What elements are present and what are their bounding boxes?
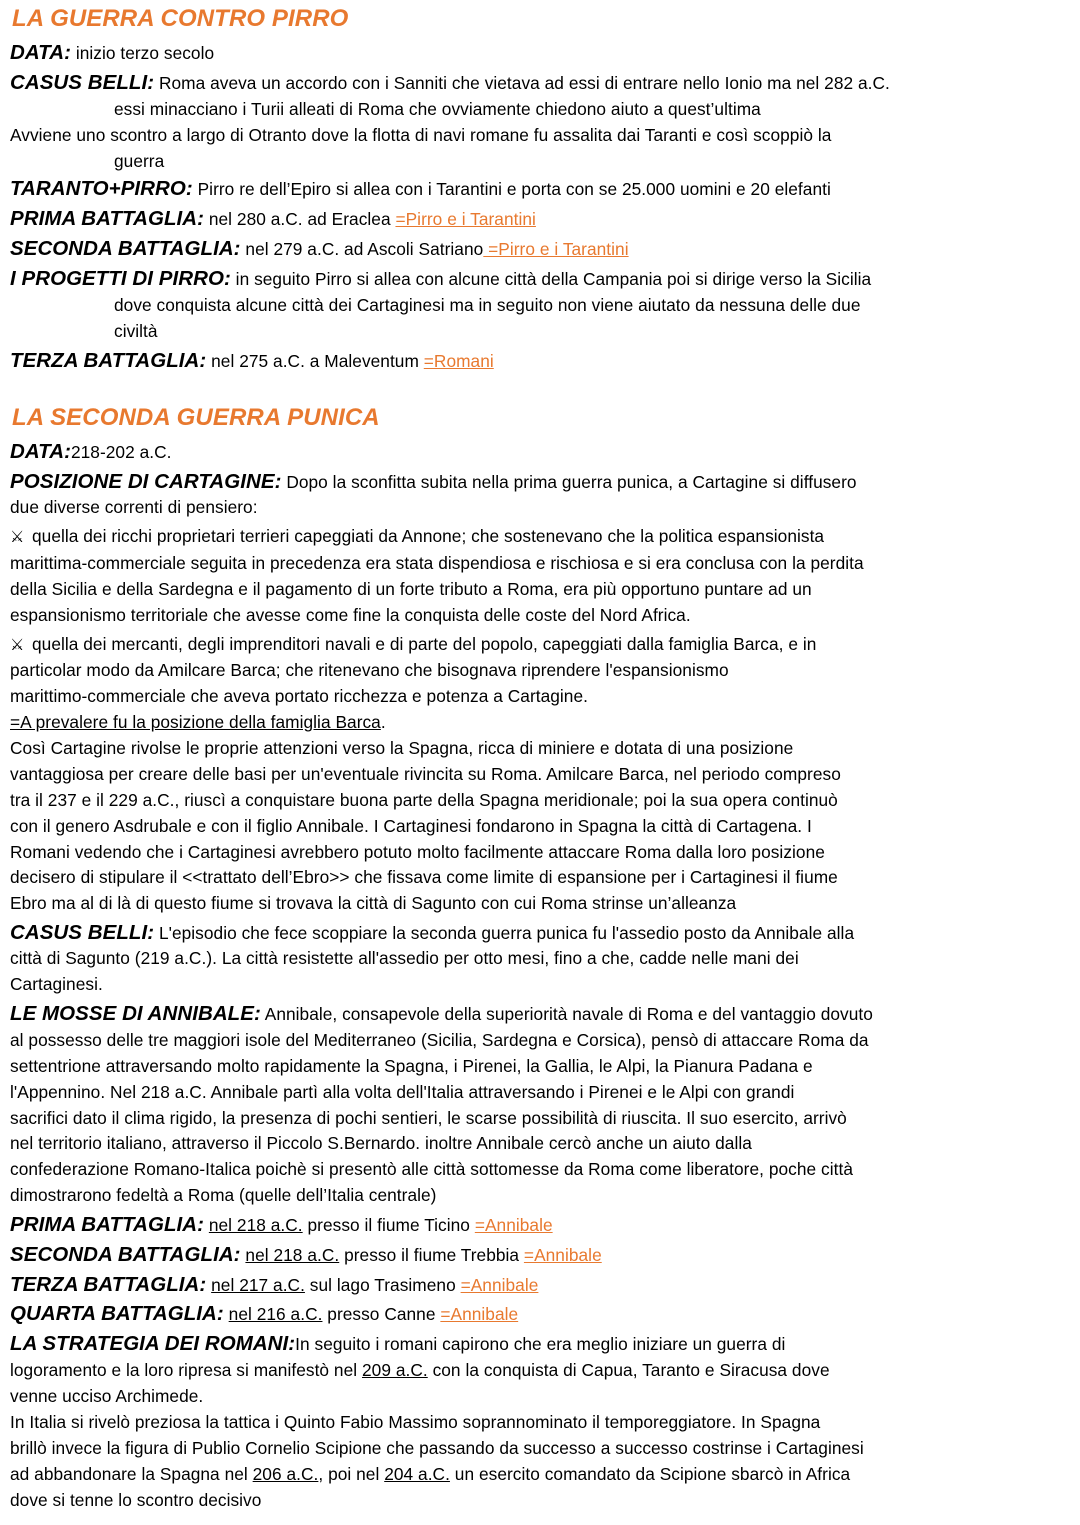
swords-icon: ⚔ [10,529,25,546]
mosse-annibale: LE MOSSE DI ANNIBALE: Annibale, consapevole della superiorità navale di Roma e del vantaggio dovuto [10,1002,873,1025]
pirro-scontro: Avviene uno scontro a largo di Otranto dove la flotta di navi romane fu assalita dai Taranti e così scoppiò la [10,125,832,145]
punica-battle-3: TERZA BATTAGLIA: nel 217 a.C. sul lago Trasimeno =Annibale [10,1273,539,1296]
paragraph-line: l'Appennino. Nel 218 a.C. Annibale partì alla volta dell'Italia attraversando i Pirenei e le Alpi con grandi [10,1082,795,1102]
label: DATA: [10,41,71,64]
paragraph-line: marittimo-commerciale che aveva portato ricchezza e potenza a Cartagine. [10,686,588,706]
pirro-progetti: I PROGETTI DI PIRRO: in seguito Pirro si allea con alcune città della Campania poi si dirige verso la Sicilia [10,267,872,290]
punica-data: DATA:218-202 a.C. [10,440,172,463]
section-title-pirro: LA GUERRA CONTRO PIRRO [12,5,349,32]
paragraph-line: Ebro ma al di là di questo fiume si trovava la città di Sagunto con cui Roma strinse un’alleanza [10,893,737,913]
paragraph-line: decisero di stipulare il <<trattato dell’Ebro>> che fissava come limite di espansione per i Cartaginesi il fiume [10,867,838,887]
pirro-taranto: TARANTO+PIRRO: Pirro re dell’Epiro si allea con i Tarantini e porta con se 25.000 uomini e 20 elefanti [10,177,831,200]
paragraph-line: sacrifici dato il clima rigido, la presenza di pochi sentieri, le scarse possibilità di riuscita. Il suo esercito, arrivò [10,1108,847,1128]
paragraph-line: dove si tenne lo scontro decisivo [10,1490,262,1510]
paragraph-line: settentrione attraversando molto rapidamente la Spagna, i Pirenei, la Gallia, le Alpi, la Pianura Padana e [10,1056,813,1076]
punica-battle-1: PRIMA BATTAGLIA: nel 218 a.C. presso il fiume Ticino =Annibale [10,1213,553,1236]
paragraph-line: logoramento e la loro ripresa si manifestò nel 209 a.C. con la conquista di Capua, Taranto e Siracusa dove [10,1360,830,1380]
corrente-barca: ⚔ quella dei mercanti, degli imprenditori navali e di parte del popolo, capeggiati dalla famiglia Barca, e in [10,634,817,654]
paragraph-line: nel territorio italiano, attraverso il Piccolo S.Bernardo. inoltre Annibale cercò anche un aiuto dalla [10,1133,752,1153]
pirro-scontro-cont: guerra [114,151,165,171]
paragraph-line: dimostrarono fedeltà a Roma (quelle dell’Italia centrale) [10,1185,437,1205]
battle-result: =Annibale [460,1275,539,1295]
paragraph-line: tra il 237 e il 229 a.C., riuscì a conquistare buona parte della Spagna meridionale; poi la sua opera continuò [10,790,838,810]
paragraph-line: al possesso delle tre maggiori isole del Mediterraneo (Sicilia, Sardegna e Corsica), pensò di attaccare Roma da [10,1030,869,1050]
paragraph-line: espansionismo territoriale che avesse come fine la conquista delle coste del Nord Africa. [10,605,691,625]
corrente-annone: ⚔ quella dei ricchi proprietari terrieri capeggiati da Annone; che sostenevano che la politica espansionista [10,526,825,546]
pirro-progetti-cont: civiltà [114,321,158,341]
punica-battle-4: QUARTA BATTAGLIA: nel 216 a.C. presso Canne =Annibale [10,1302,519,1325]
paragraph-line: due diverse correnti di pensiero: [10,497,258,517]
paragraph-line: venne ucciso Archimede. [10,1386,204,1406]
pirro-casus-belli-cont: essi minacciano i Turii alleati di Roma che ovviamente chiedono aiuto a quest’ultima [114,99,761,119]
paragraph-line: città di Sagunto (219 a.C.). La città resistette all'assedio per otto mesi, fino a che, cadde nelle mani dei [10,948,799,968]
paragraph-line: Romani vedendo che i Cartaginesi avrebbero potuto molto facilmente attaccare Roma dalla loro posizione [10,842,825,862]
battle-result: =Annibale [523,1245,602,1265]
pirro-data: DATA: inizio terzo secolo [10,41,215,64]
battle-result: =Annibale [474,1215,553,1235]
strategia-romani: LA STRATEGIA DEI ROMANI:In seguito i romani capirono che era meglio iniziare un guerra di [10,1332,786,1355]
battle-result: =Pirro e i Tarantini [395,209,536,229]
paragraph-line: vantaggiosa per creare delle basi per un'eventuale rivincita su Roma. Amilcare Barca, nel periodo compreso [10,764,841,784]
paragraph-line: con il genero Asdrubale e con il figlio Annibale. I Cartaginesi fondarono in Spagna la città di Cartagena. I [10,816,812,836]
prevalere: =A prevalere fu la posizione della famiglia Barca. [10,712,386,732]
battle-result: =Annibale [440,1304,519,1324]
pirro-progetti-cont: dove conquista alcune città dei Cartaginesi ma in seguito non viene aiutato da nessuna delle due [114,295,861,315]
pirro-battle-2: SECONDA BATTAGLIA: nel 279 a.C. ad Ascoli Satriano =Pirro e i Tarantini [10,237,629,260]
battle-result: =Pirro e i Tarantini [483,239,629,259]
paragraph-line: marittima-commerciale seguita in precedenza era stata dispendiosa e rischiosa e si era conclusa con la perdita [10,553,864,573]
pirro-battle-3: TERZA BATTAGLIA: nel 275 a.C. a Maleventum =Romani [10,349,494,372]
pirro-casus-belli: CASUS BELLI: Roma aveva un accordo con i Sanniti che vietava ad essi di entrare nello Ionio ma nel 282 a.C. [10,71,890,94]
paragraph-line: particolar modo da Amilcare Barca; che ritenevano che bisognava riprendere l'espansionismo [10,660,729,680]
paragraph-line: confederazione Romano-Italica poichè si presentò alle città sottomesse da Roma come liberatore, poche città [10,1159,853,1179]
paragraph-line: brillò invece la figura di Publio Cornelio Scipione che passando da successo a successo costrinse i Cartaginesi [10,1438,864,1458]
pirro-battle-1: PRIMA BATTAGLIA: nel 280 a.C. ad Eraclea =Pirro e i Tarantini [10,207,536,230]
paragraph-line: Cartaginesi. [10,974,103,994]
section-title-punica: LA SECONDA GUERRA PUNICA [12,404,380,431]
punica-casus-belli: CASUS BELLI: L'episodio che fece scoppiare la seconda guerra punica fu l'assedio posto da Annibale alla [10,921,855,944]
paragraph-line: Così Cartagine rivolse le proprie attenzioni verso la Spagna, ricca di miniere e dotata di una posizione [10,738,794,758]
swords-icon: ⚔ [10,637,25,654]
battle-result: =Romani [423,351,494,371]
paragraph-line: della Sicilia e della Sardegna e il pagamento di un forte tributo a Roma, era più opportuno puntare ad un [10,579,812,599]
paragraph-line: ad abbandonare la Spagna nel 206 a.C., poi nel 204 a.C. un esercito comandato da Scipione sbarcò in Africa [10,1464,851,1484]
punica-battle-2: SECONDA BATTAGLIA: nel 218 a.C. presso il fiume Trebbia =Annibale [10,1243,602,1266]
punica-posizione: POSIZIONE DI CARTAGINE: Dopo la sconfitta subita nella prima guerra punica, a Cartagine si diffusero [10,470,857,493]
paragraph-line: In Italia si rivelò preziosa la tattica i Quinto Fabio Massimo soprannominato il temporeggiatore. In Spagna [10,1412,821,1432]
